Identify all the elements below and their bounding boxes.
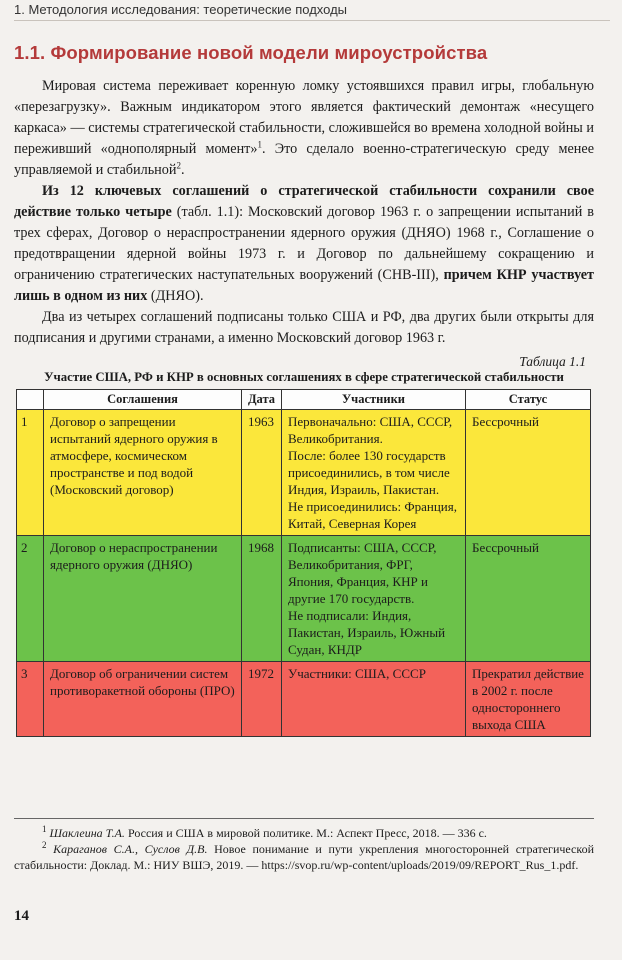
date-cell: 1968 [242, 536, 282, 662]
row-number: 2 [17, 536, 44, 662]
footnote-1 [14, 825, 594, 841]
row-number: 3 [17, 662, 44, 737]
participants-line: Участники: США, СССР [288, 666, 426, 681]
footnote-text: Новое понимание и пути укрепления многосторонней стратегической стабильности: Доклад. М.: НИУ ВШЭ, 2019. — https://svop.ru/wp-content/uploads/2019/09/REPORT_Rus_1.pdf. [14, 842, 595, 872]
participants-cell [282, 410, 466, 536]
footnote-text: Россия и США в мировой политике. М.: Аспект Пресс, 2018. — 336 с. [124, 826, 487, 840]
participants-line: Не присоединились: Франция, Китай, Северная Корея [288, 499, 457, 531]
header-agreement: Соглашения [44, 390, 242, 410]
paragraph-1-text: Мировая система переживает коренную ломку устоявшихся правил игры, глобальную «перезагрузку». Важным индикатором этого является фактический демонтаж «несущего каркаса» — системы стратегической стабильности, сложившейся во времена холодной войны и переживший «однополярный момент» [14, 78, 594, 157]
participants-line: Подписанты: США, СССР, Великобритания, ФРГ, Япония, Франция, КНР и другие 170 государств. [288, 540, 437, 606]
participants-cell [282, 662, 466, 737]
agreement-cell: Договор о нераспространении ядерного оружия (ДНЯО) [44, 536, 242, 662]
header-number [17, 390, 44, 410]
footnote-ref-1[interactable]: 1 [257, 139, 262, 150]
header-participants: Участники [282, 390, 466, 410]
section-title: 1.1. Формирование новой модели мироустройства [14, 42, 488, 63]
footnote-mark: 2 [42, 840, 47, 850]
participants-line: После: более 130 государств присоединились, в том числе Индия, Израиль, Пакистан. [288, 448, 450, 497]
table-caption-title: Участие США, РФ и КНР в основных соглашениях в сфере стратегической стабильности [44, 370, 564, 384]
row-number: 1 [17, 410, 44, 536]
table-row [17, 536, 591, 662]
participants-line: Первоначально: США, СССР, Великобритания. [288, 414, 453, 446]
status-cell: Прекратил действие в 2002 г. после одностороннего выхода США [466, 662, 591, 737]
date-cell: 1972 [242, 662, 282, 737]
header-date: Дата [242, 390, 282, 410]
agreement-cell: Договор об ограничении систем противоракетной обороны (ПРО) [44, 662, 242, 737]
header-status: Статус [466, 390, 591, 410]
paragraph-2-bold-1: Из 12 ключевых соглашений о стратегической стабильности сохранили свое действие только четыре [14, 183, 594, 220]
paragraph-1-mid: . Это сделало военно-стратегическую среду менее управляемой и стабильной [14, 141, 594, 178]
paragraph-1-end: . [180, 162, 185, 178]
footnote-2 [14, 841, 594, 873]
running-head: 1. Методология исследования: теоретические подходы [14, 0, 610, 21]
paragraph-1 [14, 76, 594, 181]
paragraph-2 [14, 181, 594, 307]
status-cell: Бессрочный [466, 410, 591, 536]
table-row [17, 662, 591, 737]
footnote-mark: 1 [42, 824, 47, 834]
footnote-ref-2[interactable]: 2 [176, 160, 181, 171]
status-cell: Бессрочный [466, 536, 591, 662]
paragraph-3: Два из четырех соглашений подписаны только США и РФ, два других были открыты для подписания и другими странами, а именно Московский договор 1963 г. [14, 309, 594, 346]
paragraph-2-bold-2: причем КНР участвует лишь в одном из них [14, 267, 594, 304]
footnote-author: Караганов С.А., Суслов Д.В. [53, 842, 208, 856]
paragraph-2-text-2: (ДНЯО). [147, 288, 204, 304]
agreements-table [16, 389, 591, 737]
table-caption-number: Таблица 1.1 [519, 354, 586, 369]
participants-line: Не подписали: Индия, Пакистан, Израиль, Южный Судан, КНДР [288, 608, 446, 657]
participants-cell [282, 536, 466, 662]
page-number: 14 [14, 908, 29, 924]
footnote-author: Шаклеина Т.А. [49, 826, 125, 840]
agreement-cell: Договор о запрещении испытаний ядерного оружия в атмосфере, космическом пространстве и под водой (Московский договор) [44, 410, 242, 536]
footnotes [14, 818, 594, 873]
table-header-row [17, 390, 591, 410]
date-cell: 1963 [242, 410, 282, 536]
table-row [17, 410, 591, 536]
paragraph-2-text-1: (табл. 1.1): Московский договор 1963 г. о запрещении испытаний в трех сферах, Договор о нераспространении ядерного оружия (ДНЯО) 1968 г., Соглашение о предотвращении ядерной войны 1973 г. и Договор по дальнейшему сокращению и ограничению стратегических наступательных вооружений (СНВ-III), [14, 204, 594, 283]
body-text [14, 76, 594, 349]
